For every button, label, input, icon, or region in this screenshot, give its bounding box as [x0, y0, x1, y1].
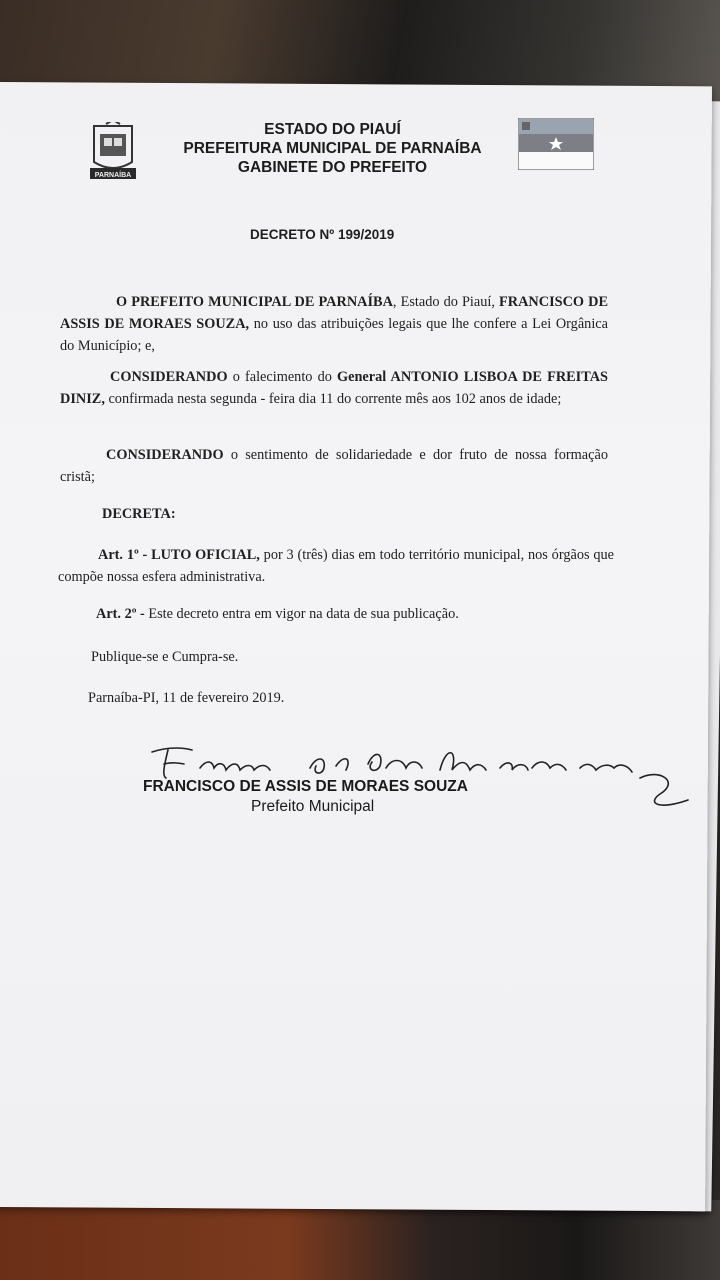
considerando-2-bold-lead: CONSIDERANDO [106, 447, 224, 463]
seal-label: PARNAÍBA [94, 172, 132, 179]
background-table [0, 1200, 720, 1280]
decree-title: DECRETO Nº 199/2019 [250, 227, 395, 242]
decreta-label: DECRETA: [102, 506, 176, 522]
document-sheet [0, 82, 712, 1211]
signatory-name: FRANCISCO DE ASSIS DE MORAES SOUZA [143, 778, 468, 795]
considerando-1-paragraph [60, 366, 608, 410]
publication-order: Publique-se e Cumpra-se. [91, 649, 239, 665]
header-state: ESTADO DO PIAUÍ [264, 121, 401, 138]
city-flag-icon [518, 118, 594, 170]
considerando-1-text2: confirmada nesta segunda - feira dia 11 do corrente mês aos 102 anos de idade; [104, 391, 562, 407]
intro-text1: , Estado do Piauí, [392, 294, 495, 310]
article-1 [58, 544, 614, 588]
letterhead [150, 120, 515, 177]
intro-bold-name: FRANCISCO DE ASSIS DE MORAES SOUZA, [60, 294, 608, 332]
article-2 [96, 606, 459, 623]
place-date: Parnaíba-PI, 11 de fevereiro 2019. [88, 690, 285, 706]
intro-text2: no uso das atribuições legais que lhe confere a Lei Orgânica do Município; e, [60, 316, 608, 354]
signatory-role: Prefeito Municipal [251, 798, 375, 815]
intro-bold-lead: O PREFEITO MUNICIPAL DE PARNAÍBA [116, 294, 393, 310]
considerando-1-bold-name: General ANTONIO LISBOA DE FREITAS DINIZ, [60, 369, 608, 407]
article-1-text: por 3 (três) dias em todo território municipal, nos órgãos que compõe nossa esfera administrativa. [58, 547, 614, 585]
considerando-2-paragraph [60, 444, 608, 488]
decreta-heading [102, 506, 176, 523]
header-prefecture: PREFEITURA MUNICIPAL DE PARNAÍBA [183, 140, 482, 157]
article-2-text: Este decreto entra em vigor na data de sua publicação. [144, 606, 459, 622]
municipal-seal-icon [86, 122, 140, 184]
article-2-lead: Art. 2º - [96, 606, 145, 622]
considerando-1-bold-lead: CONSIDERANDO [110, 369, 228, 385]
considerando-2-text: o sentimento de solidariedade e dor fruto de nossa formação cristã; [60, 447, 608, 485]
article-1-lead: Art. 1º - LUTO OFICIAL, [98, 547, 260, 563]
header-office: GABINETE DO PREFEITO [237, 159, 428, 176]
intro-paragraph [60, 291, 608, 357]
considerando-1-text1: o falecimento do [227, 369, 337, 385]
